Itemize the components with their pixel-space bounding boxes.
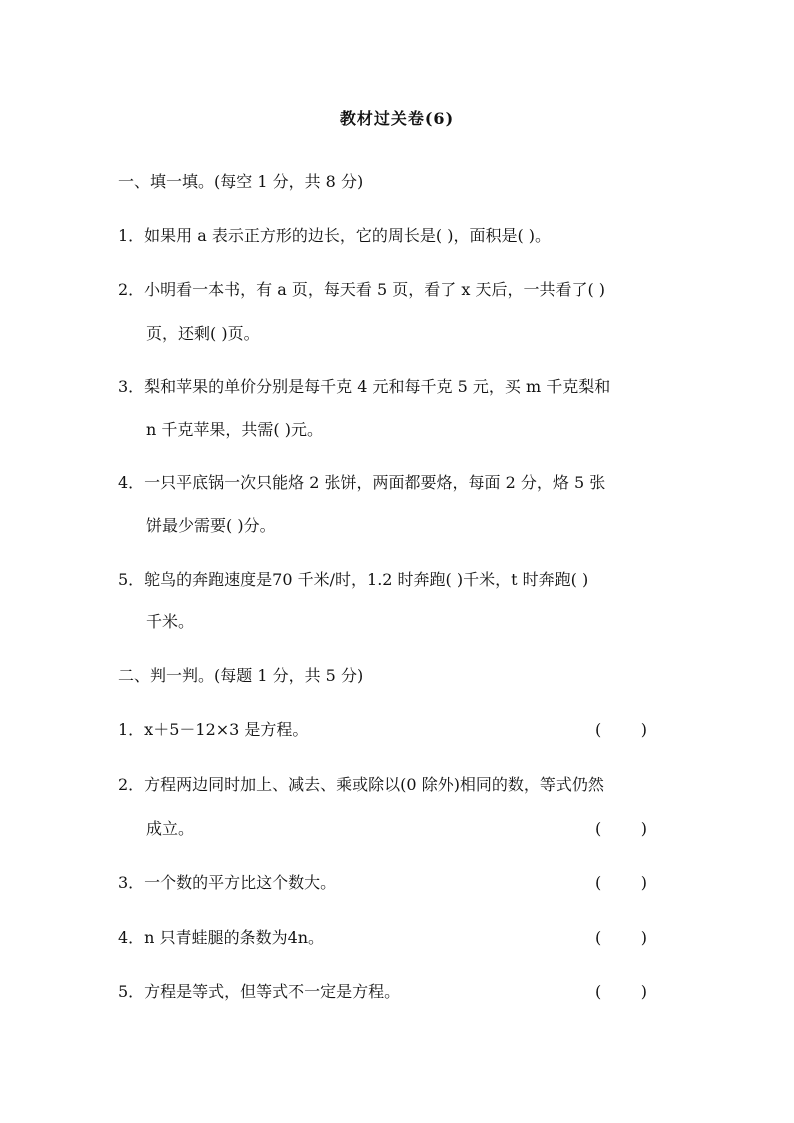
fill-item-3-cont: n 千克苹果，共需( )元。: [146, 420, 323, 439]
bracket-close: ): [640, 819, 647, 838]
bracket-close: ): [640, 873, 647, 892]
judge-item-5: 5．方程是等式，但等式不一定是方程。: [118, 982, 401, 1001]
answer-bracket-4: [595, 926, 647, 950]
fill-item-4-cont: 饼最少需要( )分。: [146, 516, 276, 535]
answer-bracket-3: [595, 871, 647, 895]
bracket-open: (: [595, 819, 602, 838]
fill-item-4: 4．一只平底锅一次只能烙 2 张饼，两面都要烙，每面 2 分，烙 5 张: [118, 473, 606, 492]
section1-heading: 一、填一填。(每空 1 分，共 8 分): [118, 172, 364, 191]
judge-item-1: 1．x＋5－12×3 是方程。: [118, 720, 309, 739]
fill-item-3: 3．梨和苹果的单价分别是每千克 4 元和每千克 5 元，买 m 千克梨和: [118, 377, 611, 396]
answer-bracket-1: [595, 718, 647, 742]
bracket-open: (: [595, 720, 602, 739]
bracket-close: ): [640, 720, 647, 739]
fill-item-1: 1．如果用 a 表示正方形的边长，它的周长是( )，面积是( )。: [118, 226, 552, 245]
bracket-open: (: [595, 873, 602, 892]
bracket-close: ): [640, 982, 647, 1001]
answer-bracket-5: [595, 980, 647, 1004]
page-title: 教材过关卷(6): [339, 109, 455, 128]
fill-item-5-cont: 千米。: [146, 612, 195, 631]
bracket-open: (: [595, 982, 602, 1001]
section2-heading: 二、判一判。(每题 1 分，共 5 分): [118, 666, 364, 685]
answer-bracket-2: [595, 817, 647, 841]
judge-item-3: 3．一个数的平方比这个数大。: [118, 873, 337, 892]
fill-item-5: 5．鸵鸟的奔跑速度是70 千米/时，1.2 时奔跑( )千米，t 时奔跑( ): [118, 570, 589, 589]
bracket-close: ): [640, 928, 647, 947]
bracket-open: (: [595, 928, 602, 947]
judge-item-4: 4．n 只青蛙腿的条数为4n。: [118, 928, 325, 947]
judge-item-2-cont: 成立。: [146, 819, 195, 838]
fill-item-2: 2．小明看一本书，有 a 页，每天看 5 页，看了 x 天后，一共看了( ): [118, 280, 606, 299]
judge-item-2: 2．方程两边同时加上、减去、乘或除以(0 除外)相同的数，等式仍然: [118, 775, 604, 794]
fill-item-2-cont: 页，还剩( )页。: [146, 324, 260, 343]
